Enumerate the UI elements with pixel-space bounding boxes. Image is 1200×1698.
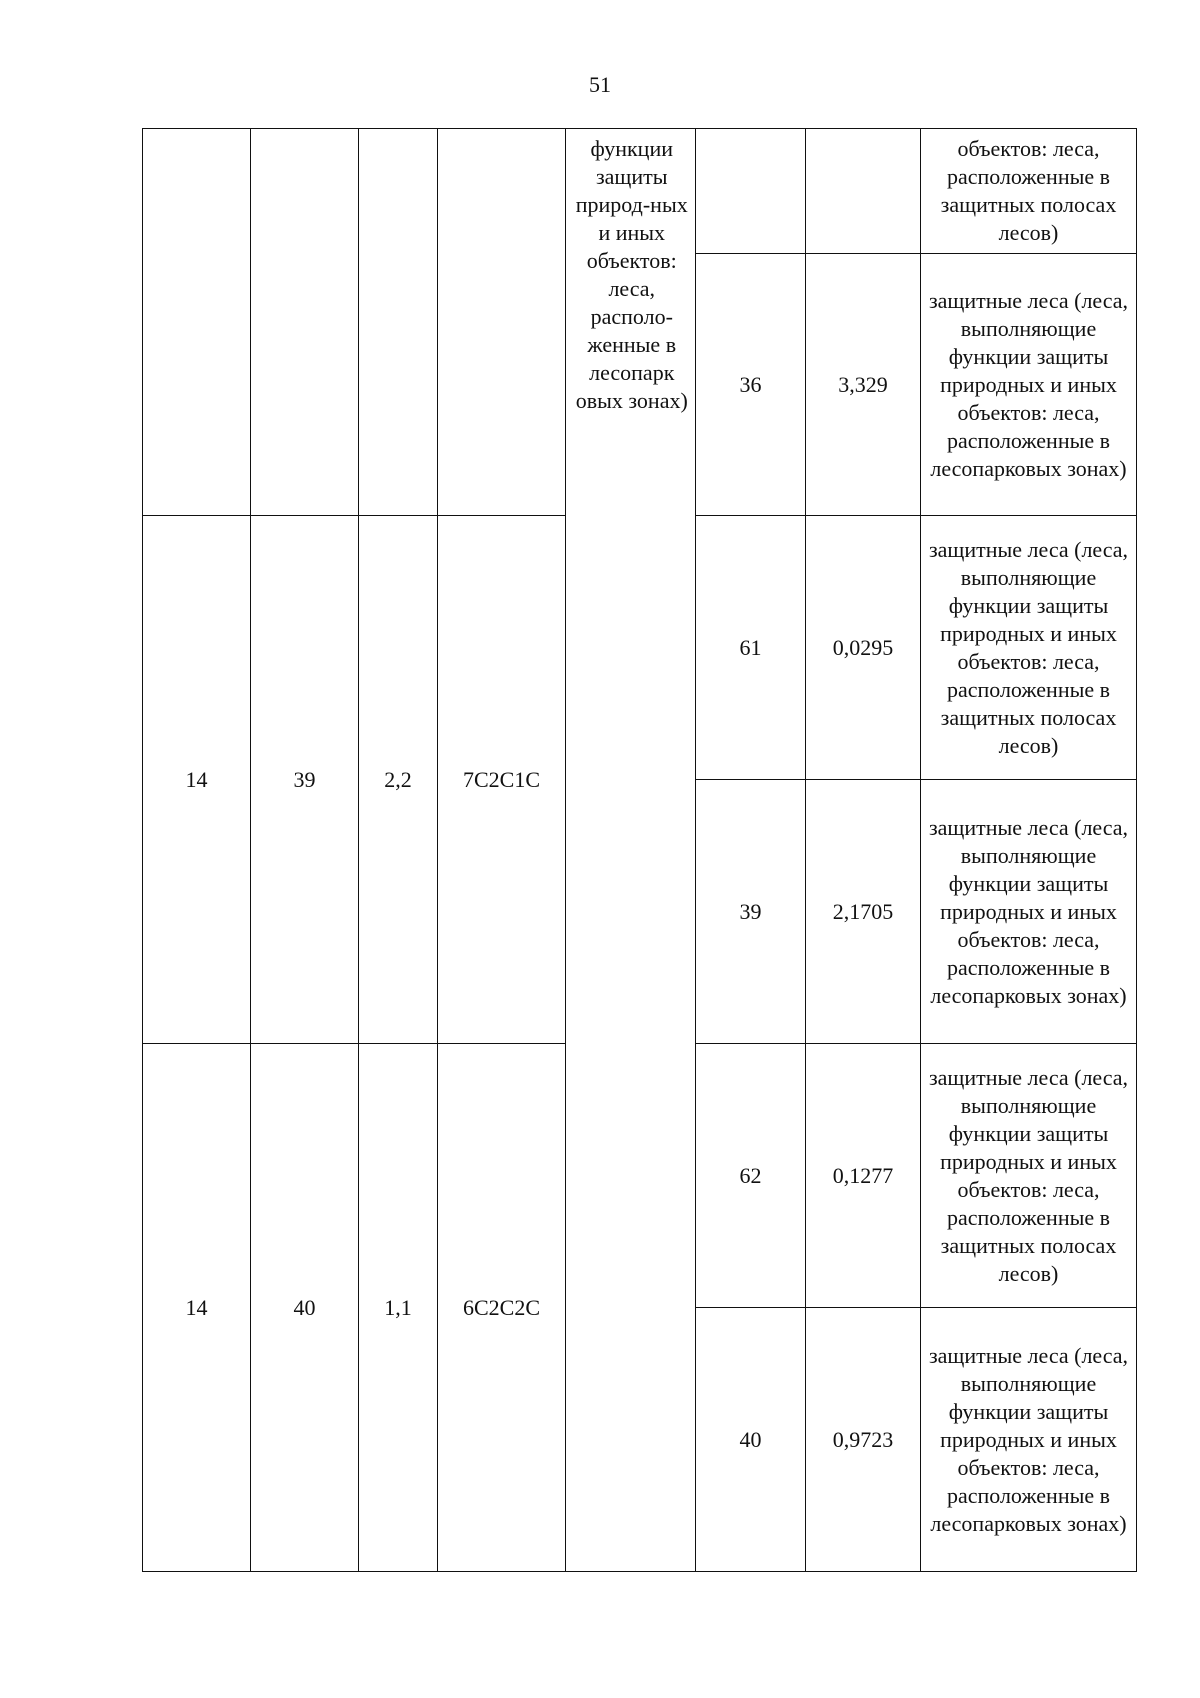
right-table: [695, 128, 1137, 1572]
cell-plot: [251, 129, 359, 516]
cell-plot-number: 62: [696, 1044, 806, 1308]
cell-quarter: 14: [143, 516, 251, 1044]
cell-description: защитные леса (леса, выполняющие функции защиты природных и иных объектов: леса, расположенные в лесопарковых зонах): [921, 1308, 1137, 1572]
cell-description: защитные леса (леса, выполняющие функции защиты природных и иных объектов: леса, расположенные в лесопарковых зонах): [921, 254, 1137, 516]
cell-plot-number: 40: [696, 1308, 806, 1572]
cell-plot-number: [696, 129, 806, 254]
cell-quarter: [143, 129, 251, 516]
cell-description: объектов: леса, расположенные в защитных полосах лесов): [921, 129, 1137, 254]
cell-plot: 40: [251, 1044, 359, 1572]
cell-plot-area: 2,1705: [806, 780, 921, 1044]
cell-area: 1,1: [359, 1044, 438, 1572]
cell-plot-number: 36: [696, 254, 806, 516]
page-number: 51: [589, 72, 611, 97]
cell-quarter: 14: [143, 1044, 251, 1572]
table-row: [696, 516, 1137, 780]
cell-plot-area: [806, 129, 921, 254]
cell-plot-area: 3,329: [806, 254, 921, 516]
cell-description: защитные леса (леса, выполняющие функции защиты природных и иных объектов: леса, расположенные в защитных полосах лесов): [921, 1044, 1137, 1308]
left-table: [142, 128, 698, 1572]
cell-plot-area: 0,9723: [806, 1308, 921, 1572]
cell-plot-area: 0,0295: [806, 516, 921, 780]
cell-plot: 39: [251, 516, 359, 1044]
cell-description: защитные леса (леса, выполняющие функции защиты природных и иных объектов: леса, расположенные в лесопарковых зонах): [921, 780, 1137, 1044]
cell-plot-number: 61: [696, 516, 806, 780]
table-row: [696, 1044, 1137, 1308]
cell-description: защитные леса (леса, выполняющие функции защиты природных и иных объектов: леса, расположенные в защитных полосах лесов): [921, 516, 1137, 780]
table-row: [696, 129, 1137, 254]
cell-plot-number: 39: [696, 780, 806, 1044]
cell-area: 2,2: [359, 516, 438, 1044]
table-row: [696, 254, 1137, 516]
cell-purpose: функции защиты природ-ных и иных объектов: леса, располо-женные в лесопарк овых зонах): [566, 129, 698, 1572]
table-row: [696, 780, 1137, 1044]
cell-composition: 6С2С2С: [438, 1044, 566, 1572]
table-row: [696, 1308, 1137, 1572]
cell-composition: 7С2С1С: [438, 516, 566, 1044]
table-row: [143, 129, 698, 516]
cell-composition: [438, 129, 566, 516]
cell-plot-area: 0,1277: [806, 1044, 921, 1308]
cell-area: [359, 129, 438, 516]
